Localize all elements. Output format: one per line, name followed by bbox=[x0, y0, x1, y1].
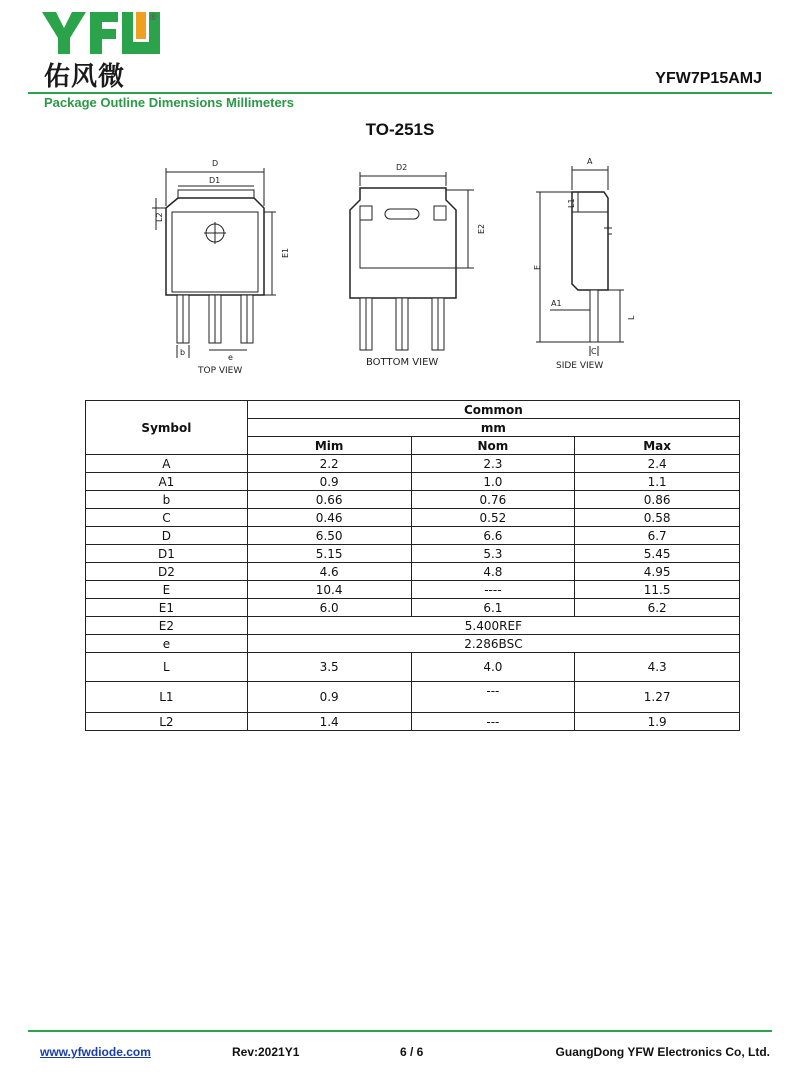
cell-nom: 6.1 bbox=[411, 599, 575, 617]
cell-nom: 6.6 bbox=[411, 527, 575, 545]
cell-min: 6.50 bbox=[247, 527, 411, 545]
cell-nom: --- bbox=[411, 682, 575, 713]
table-row bbox=[86, 635, 740, 653]
cell-min: 1.4 bbox=[247, 713, 411, 731]
dim-label-b: b bbox=[180, 348, 186, 357]
dim-label-l: L bbox=[627, 315, 636, 320]
side-view-drawing bbox=[536, 166, 624, 356]
header-nom: Nom bbox=[411, 437, 575, 455]
table-row bbox=[86, 617, 740, 635]
cell-span-value: 5.400REF bbox=[247, 617, 739, 635]
dim-label-e: e bbox=[228, 353, 233, 362]
table-row bbox=[86, 455, 740, 473]
cell-nom: 4.0 bbox=[411, 653, 575, 682]
cell-min: 2.2 bbox=[247, 455, 411, 473]
cell-symbol: A bbox=[86, 455, 248, 473]
dim-label-e-side: E bbox=[533, 264, 542, 270]
cell-nom: ---- bbox=[411, 581, 575, 599]
logo-chinese-name: 佑风微 bbox=[44, 62, 126, 92]
table-row bbox=[86, 563, 740, 581]
cell-max: 0.86 bbox=[575, 491, 740, 509]
cell-min: 0.66 bbox=[247, 491, 411, 509]
cell-symbol: E bbox=[86, 581, 248, 599]
table-row bbox=[86, 527, 740, 545]
cell-min: 0.9 bbox=[247, 473, 411, 491]
cell-max: 2.4 bbox=[575, 455, 740, 473]
cell-max: 1.9 bbox=[575, 713, 740, 731]
cell-symbol: e bbox=[86, 635, 248, 653]
part-number: YFW7P15AMJ bbox=[655, 70, 762, 87]
cell-nom: 0.52 bbox=[411, 509, 575, 527]
table-row bbox=[86, 473, 740, 491]
table-row bbox=[86, 653, 740, 682]
dim-label-e2: E2 bbox=[477, 223, 486, 234]
dimensions-table bbox=[85, 400, 740, 731]
header-common: Common bbox=[247, 401, 739, 419]
cell-symbol: E1 bbox=[86, 599, 248, 617]
dim-label-a: A bbox=[587, 157, 593, 166]
website-link[interactable]: www.yfwdiode.com bbox=[40, 1045, 151, 1059]
package-drawings bbox=[0, 150, 800, 385]
header-max: Max bbox=[575, 437, 740, 455]
cell-max: 5.45 bbox=[575, 545, 740, 563]
cell-symbol: D2 bbox=[86, 563, 248, 581]
header-rule bbox=[28, 92, 772, 94]
top-view-caption: TOP VIEW bbox=[198, 366, 243, 376]
header-min: Mim bbox=[247, 437, 411, 455]
table-row bbox=[86, 545, 740, 563]
cell-nom: 0.76 bbox=[411, 491, 575, 509]
dim-label-a1: A1 bbox=[551, 299, 562, 308]
dim-label-e1: E1 bbox=[281, 247, 290, 258]
cell-nom: --- bbox=[411, 713, 575, 731]
cell-symbol: D bbox=[86, 527, 248, 545]
cell-nom: 5.3 bbox=[411, 545, 575, 563]
cell-symbol: A1 bbox=[86, 473, 248, 491]
footer-website[interactable] bbox=[40, 1045, 151, 1059]
cell-symbol: E2 bbox=[86, 617, 248, 635]
cell-nom: 2.3 bbox=[411, 455, 575, 473]
cell-min: 5.15 bbox=[247, 545, 411, 563]
cell-symbol: b bbox=[86, 491, 248, 509]
dim-label-d2: D2 bbox=[396, 163, 408, 172]
footer-page-number: 6 / 6 bbox=[400, 1045, 424, 1059]
cell-nom: 1.0 bbox=[411, 473, 575, 491]
cell-symbol: L2 bbox=[86, 713, 248, 731]
cell-min: 0.9 bbox=[247, 682, 411, 713]
cell-min: 4.6 bbox=[247, 563, 411, 581]
cell-min: 10.4 bbox=[247, 581, 411, 599]
cell-max: 1.1 bbox=[575, 473, 740, 491]
cell-min: 0.46 bbox=[247, 509, 411, 527]
cell-nom: 4.8 bbox=[411, 563, 575, 581]
cell-symbol: L bbox=[86, 653, 248, 682]
table-row bbox=[86, 491, 740, 509]
package-title: TO-251S bbox=[365, 120, 435, 139]
dim-label-d1: D1 bbox=[209, 176, 221, 185]
cell-min: 3.5 bbox=[247, 653, 411, 682]
top-view-drawing bbox=[152, 168, 276, 358]
table-row bbox=[86, 713, 740, 731]
cell-max: 4.95 bbox=[575, 563, 740, 581]
table-row bbox=[86, 581, 740, 599]
registered-mark: ® bbox=[150, 12, 157, 22]
bottom-view-caption: BOTTOM VIEW bbox=[366, 357, 439, 368]
cell-span-value: 2.286BSC bbox=[247, 635, 739, 653]
table-row bbox=[86, 599, 740, 617]
cell-max: 4.3 bbox=[575, 653, 740, 682]
cell-max: 11.5 bbox=[575, 581, 740, 599]
side-view-caption: SIDE VIEW bbox=[556, 361, 604, 371]
dim-label-l1: L1 bbox=[567, 198, 576, 208]
cell-symbol: L1 bbox=[86, 682, 248, 713]
footer-revision: Rev:2021Y1 bbox=[232, 1045, 300, 1059]
cell-symbol: C bbox=[86, 509, 248, 527]
cell-symbol: D1 bbox=[86, 545, 248, 563]
footer-rule bbox=[28, 1030, 772, 1032]
dim-label-d: D bbox=[212, 159, 219, 168]
cell-max: 6.7 bbox=[575, 527, 740, 545]
cell-min: 6.0 bbox=[247, 599, 411, 617]
table-header-row bbox=[86, 401, 740, 419]
table-row bbox=[86, 682, 740, 713]
dim-label-l2: L2 bbox=[155, 212, 164, 222]
bottom-view-drawing bbox=[350, 172, 474, 350]
cell-max: 6.2 bbox=[575, 599, 740, 617]
header-unit: mm bbox=[247, 419, 739, 437]
footer-company: GuangDong YFW Electronics Co, Ltd. bbox=[555, 1045, 770, 1059]
dim-label-c: C bbox=[591, 347, 597, 356]
cell-max: 0.58 bbox=[575, 509, 740, 527]
page-subtitle: Package Outline Dimensions Millimeters bbox=[44, 95, 294, 110]
header-symbol: Symbol bbox=[86, 401, 248, 455]
cell-max: 1.27 bbox=[575, 682, 740, 713]
table-row bbox=[86, 509, 740, 527]
